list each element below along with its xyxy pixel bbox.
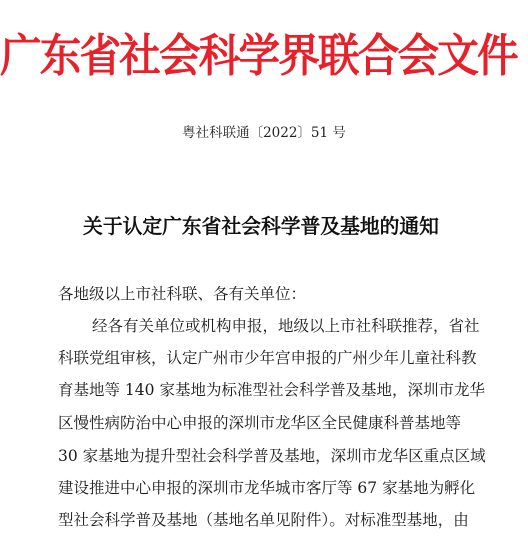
organization-header: 广东省社会科学界联合会文件	[0, 29, 517, 82]
body-line: 经各有关单位或机构申报，地级以上市社科联推荐，省社	[92, 317, 480, 335]
body-line: 30 家基地为提升型社会科学普及基地，深圳市龙华区重点区域	[58, 447, 486, 465]
notice-title: 关于认定广东省社会科学普及基地的通知	[83, 214, 439, 238]
body-line: 区慢性病防治中心申报的深圳市龙华区全民健康科普基地等	[58, 414, 462, 432]
body-line: 建设推进中心申报的深圳市龙华城市客厅等 67 家基地为孵化	[58, 479, 476, 497]
salutation: 各地级以上市社科联、各有关单位：	[58, 285, 307, 303]
body-line: 育基地等 140 家基地为标准型社会科学普及基地，深圳市龙华	[58, 381, 485, 399]
document-number: 粤社科联通〔2022〕51 号	[182, 125, 346, 141]
body-line: 科联党组审核，认定广州市少年宫申报的广州少年儿童社科教	[58, 349, 477, 367]
body-line: 型社会科学普及基地（基地名单见附件）。对标准型基地，由	[58, 511, 469, 529]
